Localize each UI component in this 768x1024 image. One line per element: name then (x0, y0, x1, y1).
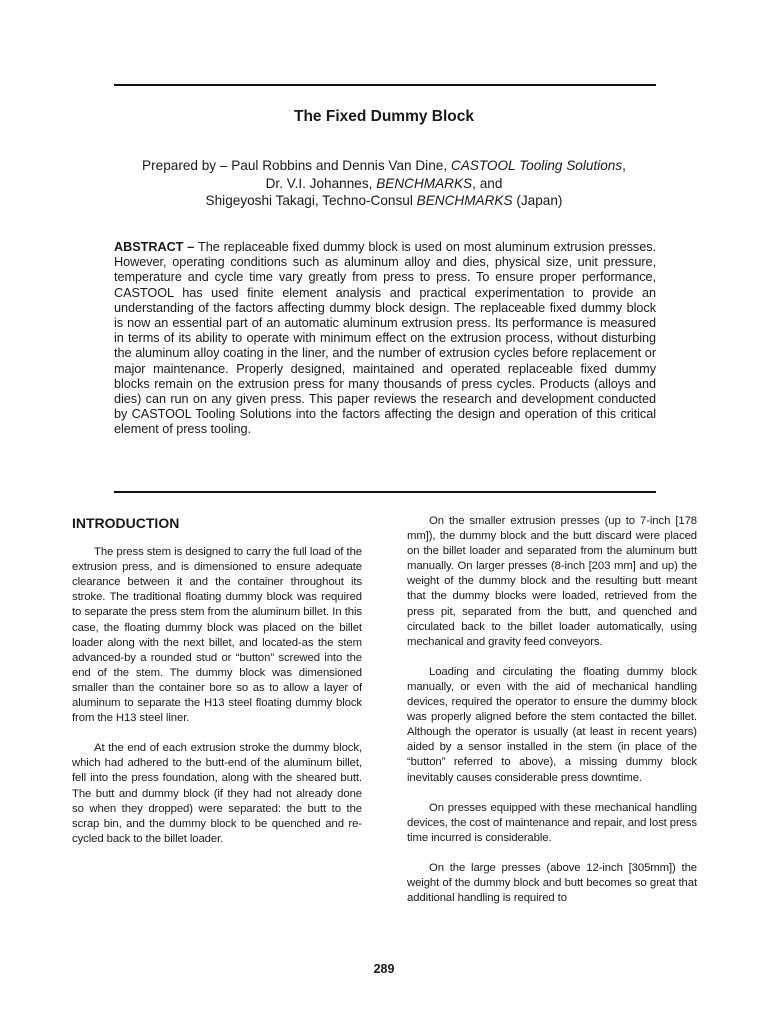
author-line-1-org: CASTOOL Tooling Solutions (450, 158, 623, 173)
author-line-2-org: BENCHMARKS (376, 175, 473, 191)
author-line-3-org: BENCHMARKS (416, 193, 513, 208)
abstract (114, 240, 656, 438)
paper-title: The Fixed Dummy Block (293, 108, 474, 125)
right-column (407, 514, 697, 921)
paragraph: On the large presses (above 12-inch [305mm]) the weight of the dummy block and butt becomes so great that additional handling is required to (407, 861, 697, 905)
left-column (72, 512, 362, 862)
author-line-2-text: Dr. V.I. Johannes, (265, 175, 377, 191)
paragraph: At the end of each extrusion stroke the dummy block, which had adhered to the butt-end of the aluminum billet, fell into the press foundation, along with the sheared butt. The butt and dummy block (if they had not already done so when they dropped) were separated: the butt to the scrap bin, and the dummy block to be quenched and re-cycled back to the billet loader. (72, 742, 362, 845)
author-line-1 (100, 157, 668, 175)
author-line-3 (100, 192, 668, 210)
top-divider (114, 84, 656, 86)
paragraph: On the smaller extrusion presses (up to 7-inch [178 mm]), the dummy block and the butt discard were placed on the billet loader and separated from the aluminum butt manually. On larger presses (8-inch [203 mm] and up) the weight of the dummy block and the resulting butt meant that the dummy blocks were loaded, retrieved from the press pit, separated from the butt, and quenched and circulated back to the billet loader automatically, using mechanical and gravity feed conveyors. (407, 515, 697, 648)
author-line-1-suffix: , (622, 158, 626, 173)
section-heading-introduction: INTRODUCTION (72, 515, 180, 531)
abstract-text: The replaceable fixed dummy block is used on most aluminum extrusion presses. However, operating conditions such as aluminum alloy and dies, physical size, unit pressure, temperature and cycle time vary greatly from press to press. To ensure proper performance, CASTOOL has used finite element analysis and practical experimentation to provide an understanding of the factors affecting dummy block design. The replaceable fixed dummy block is now an essential part of an automatic aluminum extrusion press. Its performance is measured in terms of its ability to operate with minimum effect on the extrusion process, without disturbing the aluminum alloy coating in the liner, and the number of extrusion cycles before replacement or major maintenance. Properly designed, maintained and operated replaceable fixed dummy blocks remain on the extrusion press for many thousands of press cycles. Products (alloys and dies) can run on any given press. This paper reviews the research and development conducted by CASTOOL Tooling Solutions into the factors affecting the design and operation of this critical element of press tooling. (114, 240, 657, 437)
author-line-3-text: Shigeyoshi Takagi, Techno-Consul (205, 193, 417, 208)
bottom-divider (114, 491, 656, 493)
paragraph: Loading and circulating the floating dummy block manually, or even with the aid of mechanical handling devices, required the operator to ensure the dummy block was properly aligned before the stem contacted the billet. Although the operator is usually (at least in recent years) aided by a sensor installed in the stem (in place of the “button” referred to above), a missing dummy block inevitably causes considerable press downtime. (407, 665, 697, 784)
author-block (100, 157, 668, 210)
paragraph: On presses equipped with these mechanical handling devices, the cost of maintenance and repair, and lost press time incurred is considerable. (407, 801, 697, 844)
author-line-1-text: Prepared by – Paul Robbins and Dennis Van Dine, (142, 158, 451, 173)
author-line-2-suffix: , and (472, 175, 503, 191)
author-line-2 (100, 175, 668, 193)
author-line-3-suffix: (Japan) (512, 193, 563, 208)
paragraph: The press stem is designed to carry the full load of the extrusion press, and is dimensioned to ensure adequate clearance between it and the container throughout its stroke. The traditional floating dummy block was required to separate the press stem from the aluminum billet. In this case, the floating dummy block was placed on the billet loader along with the next billet, and located-as the stem advanced-by a rounded stud or “button” screwed into the end of the stem. The dummy block was dimensioned smaller than the container bore so as to allow a layer of aluminum to separate the H13 steel floating dummy block from the H13 steel liner. (72, 546, 362, 725)
abstract-label: ABSTRACT – (114, 240, 195, 254)
page-number: 289 (373, 962, 395, 976)
